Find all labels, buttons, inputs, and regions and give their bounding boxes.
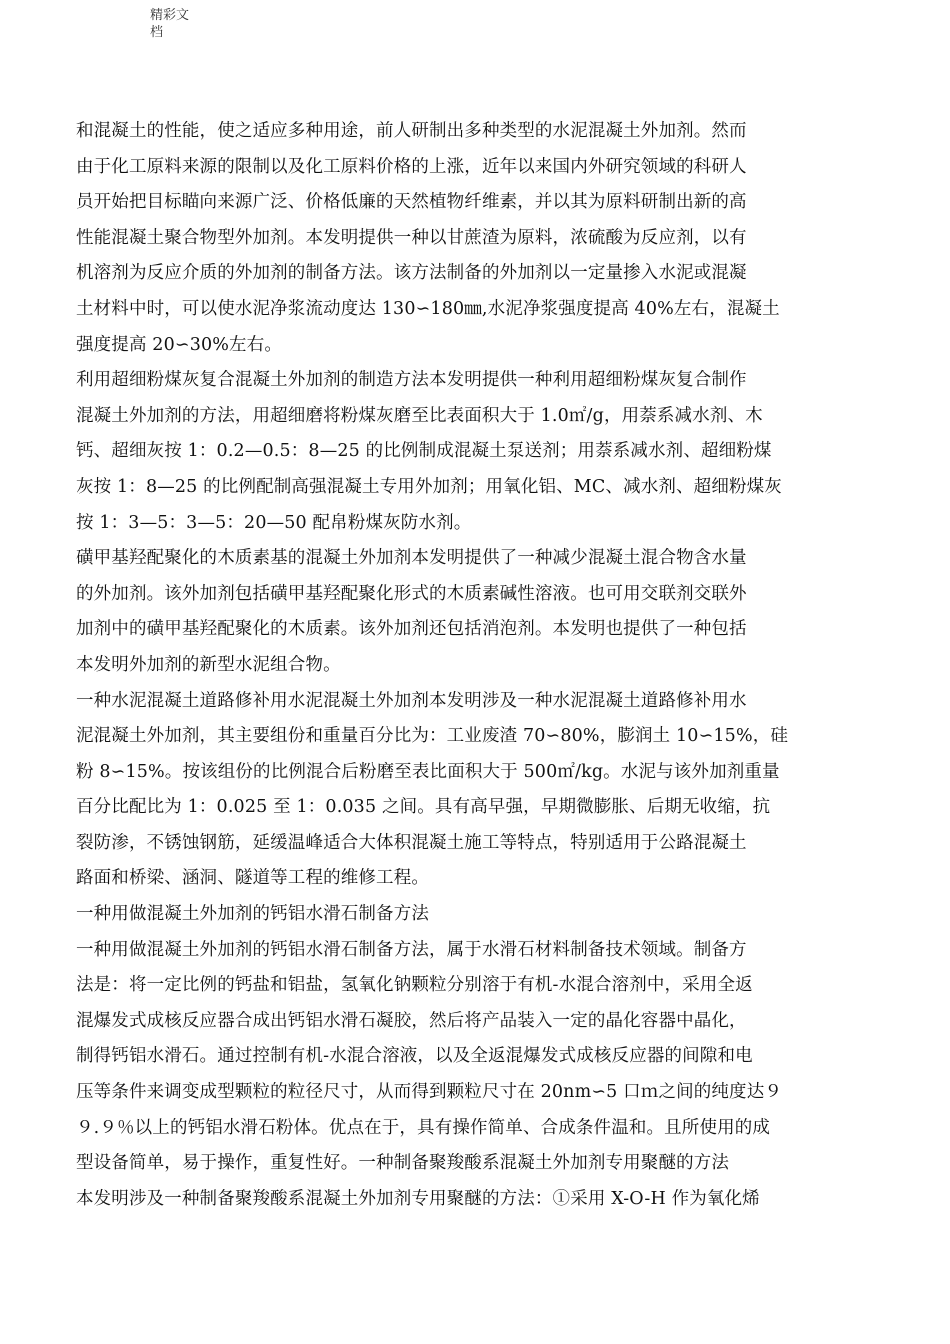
text-line: 的外加剂。该外加剂包括磺甲基羟配聚化形式的木质素碱性溶液。也可用交联剂交联外 (76, 583, 747, 604)
text-line: 一种用做混凝土外加剂的钙铝水滑石制备方法 (76, 904, 429, 925)
text-line: 由于化工原料来源的限制以及化工原料价格的上涨，近年以来国内外研究领域的科研人 (76, 156, 747, 177)
text-line: 裂防渗，不锈蚀钢筋，延缓温峰适合大体积混凝土施工等特点，特别适用于公路混凝土 (76, 832, 747, 853)
text-line: 粉 8∽15%。按该组份的比例混合后粉磨至表比面积大于 500㎡/kg。水泥与该外加剂重量 (76, 761, 780, 782)
text-line: 性能混凝土聚合物型外加剂。本发明提供一种以甘蔗渣为原料，浓硫酸为反应剂，以有 (76, 227, 747, 248)
text-line: 路面和桥梁、涵洞、隧道等工程的维修工程。 (76, 868, 429, 889)
text-line: 型设备简单，易于操作，重复性好。一种制备聚羧酸系混凝土外加剂专用聚醚的方法 (76, 1153, 730, 1174)
text-line: 一种用做混凝土外加剂的钙铝水滑石制备方法，属于水滑石材料制备技术领域。制备方 (76, 939, 747, 960)
text-line: 员开始把目标瞄向来源广泛、价格低廉的天然植物纤维素，并以其为原料研制出新的高 (76, 192, 747, 213)
text-line: 百分比配比为 1：0.025 至 1：0.035 之间。具有高早强，早期微膨胀、后期无收缩，抗 (76, 797, 771, 818)
text-line: 压等条件来调变成型颗粒的粒径尺寸，从而得到颗粒尺寸在 20nm∽5 口ｍ之间的纯度达９ (76, 1082, 783, 1103)
text-line: 和混凝土的性能，使之适应多种用途，前人研制出多种类型的水泥混凝土外加剂。然而 (76, 121, 747, 141)
text-line: 土材料中时，可以使水泥净浆流动度达 130∽180㎜,水泥净浆强度提高 40%左右，混凝土 (76, 298, 780, 319)
text-line: 磺甲基羟配聚化的木质素基的混凝土外加剂本发明提供了一种减少混凝土混合物含水量 (76, 548, 747, 569)
text-line: 加剂中的磺甲基羟配聚化的木质素。该外加剂还包括消泡剂。本发明也提供了一种包括 (76, 619, 747, 640)
page-header-label: 精彩文档 (150, 8, 190, 40)
text-line: 泥混凝土外加剂，其主要组份和重量百分比为：工业废渣 70∽80%，膨润土 10∽15%，硅 (76, 726, 789, 747)
text-line: 法是：将一定比例的钙盐和铝盐，氢氧化钠颗粒分别溶于有机-水混合溶剂中，采用全返 (76, 975, 753, 996)
text-line: ９.９％以上的钙铝水滑石粉体。优点在于，具有操作简单、合成条件温和。且所使用的成 (76, 1117, 771, 1138)
text-line: 强度提高 20∽30%左右。 (76, 334, 282, 355)
text-line: 制得钙铝水滑石。通过控制有机-水混合溶液，以及全返混爆发式成核反应器的间隙和电 (76, 1046, 753, 1067)
text-line: 灰按 1：8—25 的比例配制高强混凝土专用外加剂；用氧化铝、MC、减水剂、超细粉煤灰 (76, 476, 782, 497)
text-line: 钙、超细灰按 1：0.2—0.5：8—25 的比例制成混凝土泵送剂；用萘系减水剂、超细粉煤 (76, 441, 772, 462)
text-line: 按 1：3—5：3—5：20—50 配帛粉煤灰防水剂。 (76, 512, 472, 533)
document-body (76, 114, 806, 1217)
text-line: 利用超细粉煤灰复合混凝土外加剂的制造方法本发明提供一种利用超细粉煤灰复合制作 (76, 370, 747, 391)
text-line: 混凝土外加剂的方法，用超细磨将粉煤灰磨至比表面积大于 1.0㎡/g，用萘系减水剂、木 (76, 405, 763, 426)
text-line: 本发明外加剂的新型水泥组合物。 (76, 654, 341, 675)
text-line: 一种水泥混凝土道路修补用水泥混凝土外加剂本发明涉及一种水泥混凝土道路修补用水 (76, 690, 747, 711)
text-line: 机溶剂为反应介质的外加剂的制备方法。该方法制备的外加剂以一定量掺入水泥或混凝 (76, 263, 747, 284)
text-line: 本发明涉及一种制备聚羧酸系混凝土外加剂专用聚醚的方法：①采用 X-O-H 作为氧化烯 (76, 1188, 760, 1209)
text-line: 混爆发式成核反应器合成出钙铝水滑石凝胶，然后将产品装入一定的晶化容器中晶化， (76, 1010, 747, 1031)
